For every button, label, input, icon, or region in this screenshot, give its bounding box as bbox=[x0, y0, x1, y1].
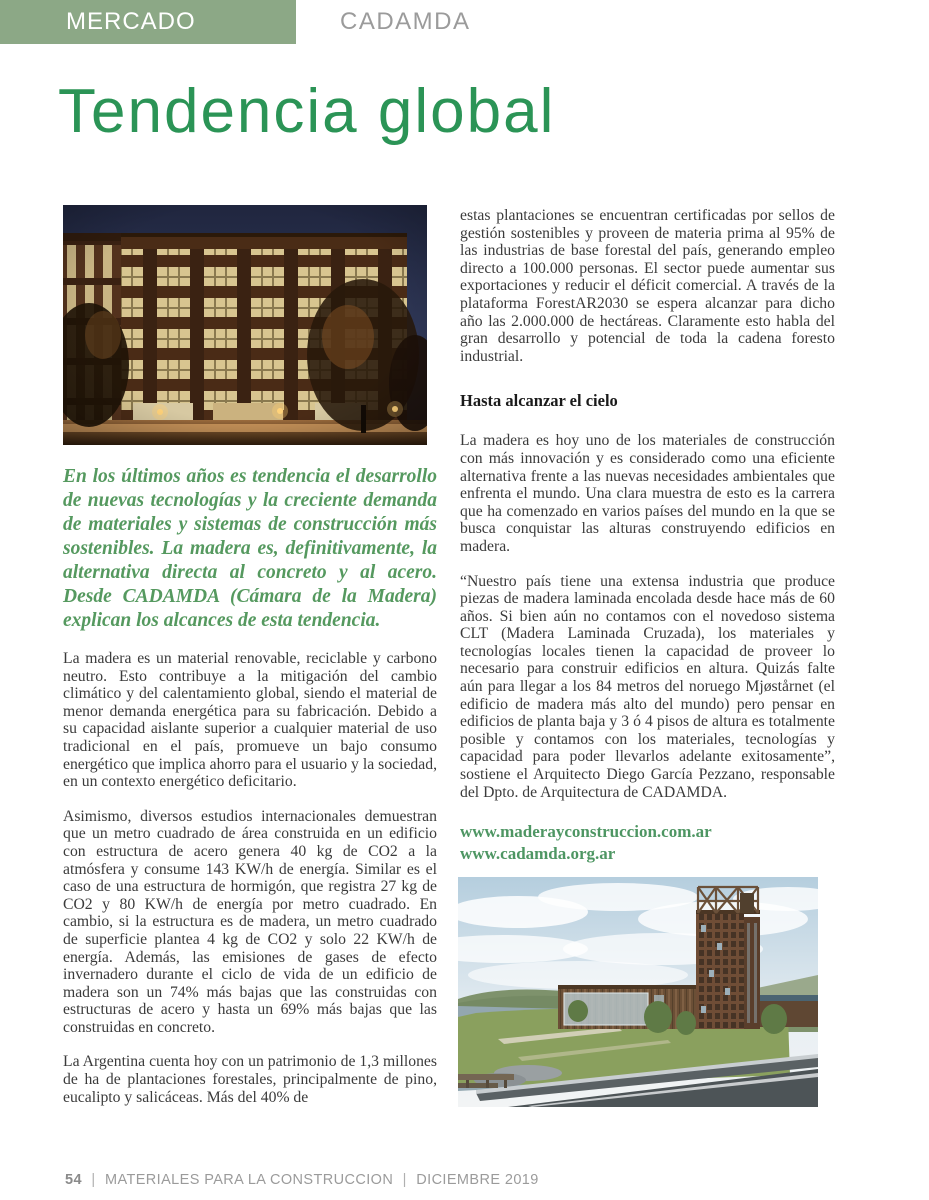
tower bbox=[696, 910, 760, 1029]
magazine-name: MATERIALES PARA LA CONSTRUCCION bbox=[104, 1172, 394, 1188]
page-title: Tendencia global bbox=[58, 77, 556, 146]
footer-separator: | bbox=[91, 1172, 96, 1188]
right-column bbox=[460, 205, 835, 1107]
section-subhead: Hasta alcanzar el cielo bbox=[460, 391, 618, 411]
link-maderayconstruccion[interactable]: www.maderayconstruccion.com.ar bbox=[460, 822, 712, 842]
body-paragraph: La Argentina cuenta hoy con un patrimonio de 1,3 millones de ha de plantaciones forestales, principalmente de pino, eucalipto y salicáceas. Más del 40% de bbox=[63, 1053, 437, 1106]
body-paragraph: estas plantaciones se encuentran certificadas por sellos de gestión sostenibles y proveen de materia prima al 95% de las industrias de base forestal del país, generando empleo directo a 100.000 personas. El sector puede aumentar sus exportaciones y reducir el déficit comercial. A través de la plataforma ForestAR2030 se espera alcanzar para dicho año las 2.000.000 de hectáreas. Claramente esto habla del gran desarrollo y potencial de toda la cadena foresto industrial. bbox=[460, 207, 835, 365]
body-paragraph: La madera es un material renovable, reciclable y carbono neutro. Esto contribuye a la mitigación del cambio climático y del calentamiento global, siendo el material de menor demanda energética para su fabricación. Debido a su capacidad aislante superior a cualquier material de uso tradicional en el país, promueve un bajo consumo energético que implica ahorro para el usuario y la sociedad, en un contexto energético deficitario. bbox=[63, 650, 437, 791]
link-cadamda[interactable]: www.cadamda.org.ar bbox=[460, 844, 616, 864]
pier bbox=[458, 1074, 514, 1088]
quote-paragraph: “Nuestro país tiene una extensa industria que produce piezas de madera laminada encolada desde hace más de 60 años. Si bien aún no contamos con el novedoso sistema CLT (Madera Laminada Cruzada), los materiales y tecnologías locales tienen la capacidad de proveer lo necesario para construir edificios en altura. Quizás falte aún para llegar a los 84 metros del noruego Mjøstårnet (el edificio de madera más alto del mundo) pero pensar en edificios de planta baja y 3 ó 4 pisos de altura es totalmente posible y contamos con los materiales, tecnologías y capacidad para poder llevarlos adelante exitosamente”, sostiene el Arquitecto Diego García Pezzano, responsable del Dpto. de Arquitectura de CADAMDA. bbox=[460, 572, 835, 801]
page-number: 54 bbox=[65, 1172, 82, 1188]
section-label: MERCADO bbox=[66, 8, 196, 35]
brand-label: CADAMDA bbox=[340, 8, 471, 35]
intro-paragraph: En los últimos años es tendencia el desarrollo de nuevas tecnologías y la creciente demanda de materiales y sistemas de construcción más sostenibles. La madera es, definitivamente, la alternativa directa al concreto y al acero. Desde CADAMDA (Cámara de la Madera) explican los alcances de esta tendencia. bbox=[63, 466, 437, 631]
body-paragraph: Asimismo, diversos estudios internacionales demuestran que un metro cuadrado de área construida en un edificio con estructura de acero genera 40 kg de CO2 a la atmósfera y consume 143 KW/h de energía. Similar es el caso de una estructura de hormigón, que registra 27 kg de CO2 y 80 KW/h de energía por metro cuadrado. En cambio, si la estructura es de madera, un metro cuadrado de superficie plantea 4 kg de CO2 y solo 22 KW/h de energía. Además, las emisiones de gases de efecto invernadero durante el ciclo de vida de un edificio de madera son un 74% más bajas que las construidas con estructuras de acero y hasta un 69% más bajas que las construidas en concreto. bbox=[63, 807, 437, 1036]
footer-separator: | bbox=[402, 1172, 407, 1188]
issue-date: DICIEMBRE 2019 bbox=[416, 1172, 539, 1188]
body-paragraph: La madera es hoy uno de los materiales de construcción con más innovación y es considerado como una eficiente alternativa frente a las nuevas necesidades ambientales que enfrenta el mundo. Una clara muestra de esto es la carrera que ha comenzado en varios países del mundo en la que se busca conquistar las alturas construyendo edificios en madera. bbox=[460, 432, 835, 555]
article-links bbox=[460, 821, 835, 865]
timber-tower-photo bbox=[458, 877, 818, 1107]
footer bbox=[65, 1172, 539, 1188]
left-column bbox=[63, 205, 437, 1106]
timber-building-night-photo bbox=[63, 205, 427, 445]
